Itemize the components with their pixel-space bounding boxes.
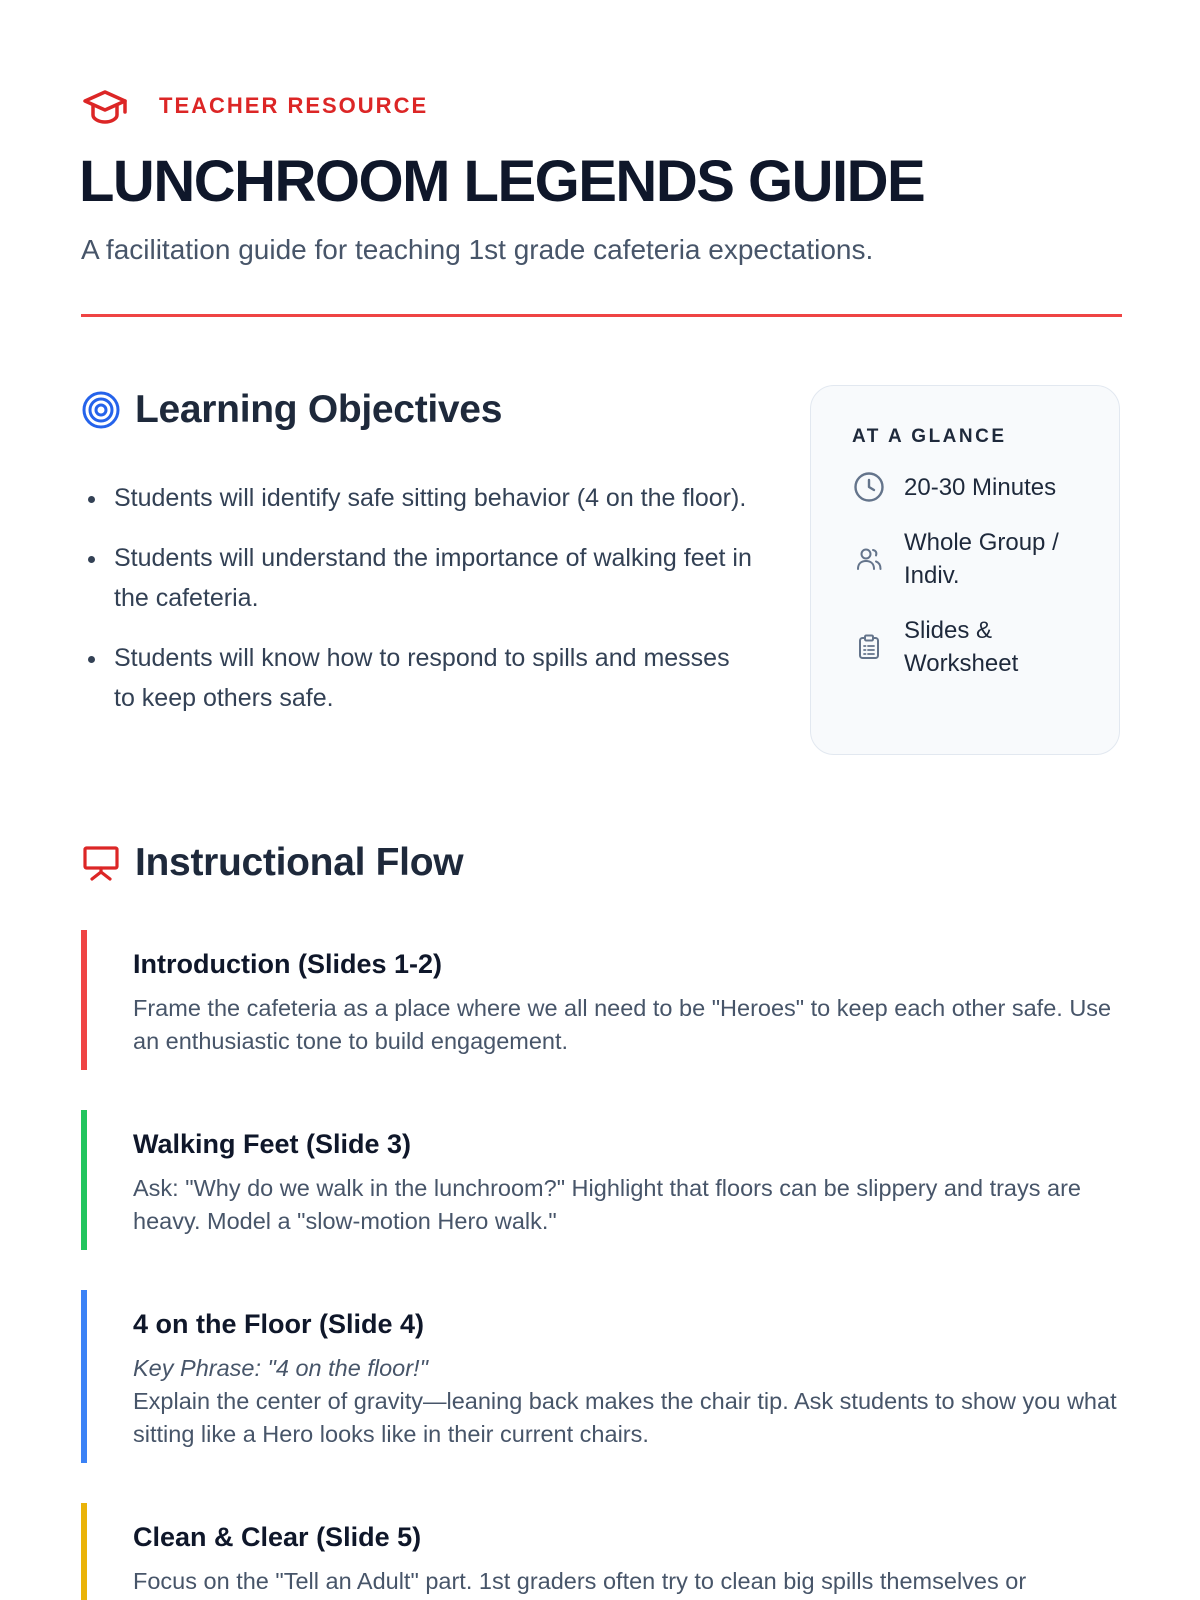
page-subtitle: A facilitation guide for teaching 1st grade cafeteria expectations.	[81, 234, 874, 265]
graduation-cap-icon	[81, 86, 131, 126]
list-item: Students will identify safe sitting behavior (4 on the floor).	[114, 478, 754, 518]
step-body: Focus on the "Tell an Adult" part. 1st graders often try to clean big spills themselves or	[133, 1568, 1027, 1594]
glance-row-materials	[852, 614, 1119, 680]
target-icon	[81, 390, 121, 430]
glance-row-duration	[852, 470, 1119, 504]
step-body: Frame the cafeteria as a place where we all need to be "Heroes" to keep each other safe. Use an enthusiastic tone to build engagement.	[133, 995, 1112, 1054]
list-item: Students will know how to respond to spills and messes to keep others safe.	[114, 638, 754, 718]
eyebrow	[81, 86, 428, 126]
instructional-steps	[81, 930, 1122, 1600]
step-introduction	[81, 930, 1122, 1070]
step-title: 4 on the Floor (Slide 4)	[133, 1309, 425, 1339]
glance-duration: 20-30 Minutes	[904, 473, 1057, 501]
glance-materials: Slides & Worksheet	[904, 617, 1019, 677]
step-title: Introduction (Slides 1-2)	[133, 949, 443, 979]
users-icon	[852, 542, 886, 576]
step-title: Walking Feet (Slide 3)	[133, 1129, 412, 1159]
clock-icon	[852, 470, 886, 504]
glance-row-grouping	[852, 526, 1119, 592]
step-body: Explain the center of gravity—leaning back makes the chair tip. Ask students to show you what sitting like a Hero looks like in their current chairs.	[133, 1388, 1117, 1447]
flow-heading	[81, 839, 463, 887]
list-item: Students will understand the importance of walking feet in the cafeteria.	[114, 538, 754, 618]
objectives-list	[81, 478, 754, 738]
step-key-phrase: Key Phrase: "4 on the floor!"	[133, 1355, 428, 1381]
step-walking-feet	[81, 1110, 1122, 1250]
step-body: Ask: "Why do we walk in the lunchroom?" Highlight that floors can be slippery and trays are heavy. Model a "slow-motion Hero walk."	[133, 1175, 1081, 1234]
glance-title: AT A GLANCE	[852, 426, 1007, 447]
flow-title: Instructional Flow	[135, 841, 464, 884]
glance-grouping: Whole Group / Indiv.	[904, 529, 1059, 589]
eyebrow-label: TEACHER RESOURCE	[159, 93, 429, 118]
at-a-glance-card	[810, 385, 1120, 755]
step-body-wrapper	[133, 1352, 1122, 1451]
step-four-on-floor	[81, 1290, 1122, 1463]
header-divider	[81, 314, 1122, 317]
clipboard-icon	[852, 630, 886, 664]
step-title: Clean & Clear (Slide 5)	[133, 1522, 422, 1552]
objectives-heading	[81, 386, 502, 434]
page-title: LUNCHROOM LEGENDS GUIDE	[79, 149, 925, 214]
presentation-icon	[81, 843, 121, 883]
step-clean-clear	[81, 1503, 1122, 1600]
objectives-title: Learning Objectives	[135, 388, 503, 431]
